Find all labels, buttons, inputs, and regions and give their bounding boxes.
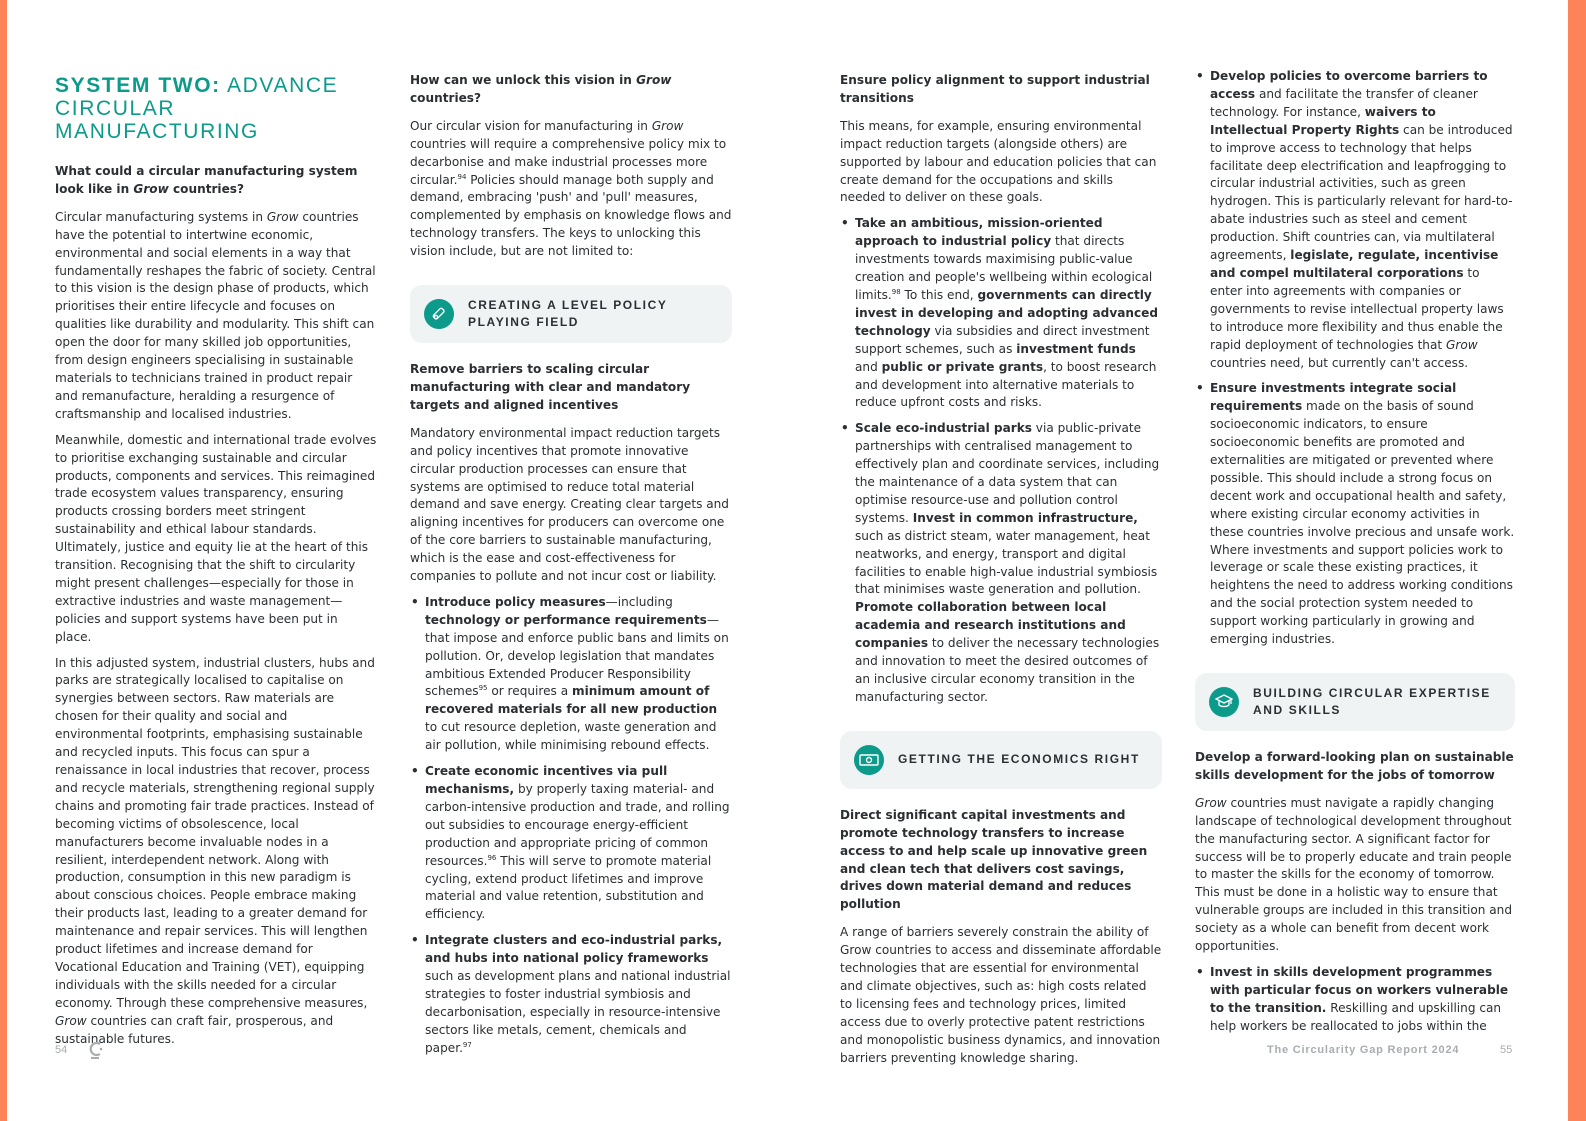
text-run: How can we unlock this vision in [410,73,637,87]
bullet-list [840,215,1162,706]
section-banner-label: CREATING A LEVEL POLICY PLAYING FIELD [468,298,668,330]
bullet-item [1195,380,1515,649]
section-title [55,74,377,143]
money-icon [854,745,884,775]
text-run: Meanwhile, domestic and international trade evolves to prioritise exchanging sustainable and circular products, components and services. This reimagined trade ecosystem values transparency, ensuring products crossing borders meet stringent sustainability and ethical labour standards. Ultimately, justice and equity lie at the heart of this transition. Recognising that the shift to circularity might present challenges—especially for those in extractive industries and waste management—policies and support systems have been put in place. [55,432,377,644]
text-run: —that impose and enforce public bans and limits on pollution. Or, develop legislation that mandates ambitious Extended Producer Responsibility schemes [425,612,729,699]
text-run: Grow [1195,795,1227,810]
paragraph [55,209,377,424]
text-run: Develop policies to overcome barriers to access [1210,69,1488,101]
text-run: Direct significant capital investments and promote technology transfers to increase access to and help scale up innovative green and clean tech that delivers cost savings, drives down material demand and reduces pollution [840,807,1148,912]
text-run: by properly taxing material- and carbon-intensive production and trade, and rolling out subsidies to encourage energy-efficient production and appropriate pricing of common resources. [425,782,730,868]
text-run: What could a circular manufacturing system look like in [55,164,358,196]
text-run: and facilitate the transfer of cleaner technology. For instance, [1210,86,1478,119]
text-run: Policies should manage both supply and demand, embracing 'push' and 'pull' measures, complemented by emphasis on knowledge flows and technology transfers. The keys to unlocking this vision include, but are not limited to: [410,172,732,259]
paragraph [410,118,732,261]
text-run: can be introduced to improve access to technology that helps facilitate deep electrification and leapfrogging to circular industrial activities, such as green hydrogen. This is particularly relevant for hard-to-abate industries such as steel and cement production. Shift countries can, via multilateral agreements, [1210,122,1513,263]
text-run: countries? [410,90,482,105]
column-1-content [55,163,377,1049]
graduation-cap-icon [1209,687,1239,717]
text-run: Develop a forward-looking plan on sustainable skills development for the jobs of tomorrow [1195,750,1514,782]
text-run: Grow [266,209,299,224]
text-run: countries have the potential to intertwine economic, environmental and social elements in a way that fundamentally reshapes the fabric of society. Central to this vision is the design phase of products, which prioritises their entire lifecycle and focuses on qualities like durability and modularity. This shift can open the door for many skilled job opportunities, from design engineers specialising in sustainable materials to technicians trained in product repair and remanufacture, heralding a resurgence of craftsmanship and localised industries. [55,209,376,421]
text-run: Grow [651,118,684,133]
bullet-list [1195,68,1515,649]
text-run: and [855,359,882,374]
text-run: minimum amount of recovered materials for all new production [425,684,718,717]
text-run: Ensure policy alignment to support industrial transitions [840,73,1150,105]
column-3 [840,72,1162,1076]
subheading [410,72,732,108]
text-run: such as district steam, water management, heat neatworks, and energy, transport and digital facilities to enable high-value industrial symbiosis that minimises waste generation and pollution. [855,528,1158,597]
section-banner [840,731,1162,789]
paragraph [55,432,377,647]
text-run: Take an ambitious, mission-oriented approach to industrial policy [855,216,1103,249]
text-run: countries will require a comprehensive policy mix to decarbonise and make industrial processes more circular. [410,136,727,187]
text-run: to deliver the necessary technologies and innovation to meet the desired outcomes of an inclusive circular economy transition in the manufacturing sector. [855,636,1160,704]
footnote-ref: 94 [457,172,467,181]
subheading [840,807,1162,914]
column-3-content [840,72,1162,1068]
section-banner-label: BUILDING CIRCULAR EXPERTISE AND SKILLS [1253,686,1491,717]
text-run: Ensure investments integrate social requirements [1210,381,1457,414]
bullet-item [410,763,732,924]
page-number-left: 54 [55,1044,68,1056]
text-run: via subsidies and direct investment support schemes, such as [855,323,1150,356]
text-run: This means, for example, ensuring environmental impact reduction targets (alongside others) are supported by labour and education policies that can create demand for the occupations and skills needed to deliver on these goals. [840,118,1157,205]
text-run: or requires a [487,684,572,699]
bullet-item [1195,964,1515,1036]
column-4 [1195,68,1515,1044]
text-run: Our circular vision for manufacturing in [410,118,652,133]
section-banner [1195,673,1515,731]
text-run: Grow [55,1013,87,1028]
bullet-list [410,594,732,1058]
bullet-item [840,420,1162,707]
text-run: countries can craft fair, prosperous, and sustainable futures. [55,1013,334,1046]
page-number-right: 55 [1500,1044,1513,1056]
text-run: to cut resource depletion, waste generation and air pollution, while minimising rebound effects. [425,720,717,753]
footnote-ref: 96 [487,853,497,862]
text-run: countries must navigate a rapidly changing landscape of technological development throughout the manufacturing sector. A significant factor for success will be to properly educate and train people to master the skills for the economy of tomorrow. This must be done in a holistic way to ensure that vulnerable groups are included in this transition and society as a whole can benefit from decent work opportunities. [1195,795,1512,954]
text-run: technology or performance requirements [425,612,707,627]
text-run: This will serve to promote material cycling, extend product lifetimes and improve material and value retention, substitution and efficiency. [425,853,712,922]
paragraph [1195,795,1515,956]
text-run: In this adjusted system, industrial clusters, hubs and parks are strategically localised to capitalise on synergies between sectors. Raw materials are chosen for their quality and social and environmental footprints, emphasising sustainable and recycled inputs. This focus can spur a renaissance in local industries that recover, process and recycle materials, strengthening regional supply chains and promoting fair trade practices. Instead of becoming victims of obsolescence, local manufacturers become invaluable nodes in a resilient, interdependent network. Along with production, consumption in this new paradigm is about conscious choices. People embrace making their products last, leading to a greater demand for maintenance and repair services. This will lengthen product lifetimes and increase demand for Vocational Education and Training (VET), equipping individuals with the skills needed for a circular economy. Through these comprehensive measures, [55,655,375,1010]
circularity-logo-icon [88,1040,104,1063]
text-run: , to boost research and development into alternative materials to reduce upfront costs and risks. [855,359,1157,410]
text-run: countries need, but currently can't access. [1210,355,1469,370]
text-run: Grow [133,181,169,196]
paragraph [55,655,377,1049]
text-run: such as development plans and national industrial strategies to foster industrial symbiosis and decarbonisation, especially in resource-intensive sectors like metals, cement, chemicals and paper. [425,969,731,1055]
footnote-ref: 98 [891,287,901,296]
bullet-item [1195,68,1515,372]
diploma-icon [424,299,454,329]
bullet-item [410,594,732,755]
column-2-content [410,72,732,1058]
text-run: Scale eco-industrial parks [855,421,1032,436]
report-title: The Circularity Gap Report 2024 [1267,1044,1460,1056]
text-run: legislate, regulate, incentivise and compel multilateral corporations [1210,248,1499,280]
paragraph [840,118,1162,208]
column-2 [410,72,732,1066]
paragraph [410,425,732,586]
text-run: Promote collaboration between local academia and research institutions and companies [855,600,1126,651]
text-run: Grow [1445,337,1478,352]
paragraph [840,924,1162,1067]
text-run: investment funds [1016,341,1136,356]
text-run: Integrate clusters and eco-industrial parks, and hubs into national policy frameworks [425,933,723,966]
column-1 [55,72,377,1057]
section-banner [410,285,732,343]
bullet-item [840,215,1162,412]
footnote-ref: 95 [478,684,488,693]
column-4-content [1195,68,1515,1036]
text-run: made on the basis of sound socioeconomic indicators, to ensure socioeconomic benefits are promoted and externalities are mitigated or prevented where possible. This should include a strong focus on decent work and occupational health and safety, where existing circular economy activities in these countries involve precious and unsafe work. Where investments and support policies work to leverage or scale these existing practices, it heightens the need to address working conditions and the social protection system needed to support working particularly in growing and emerging industries. [1210,399,1515,647]
text-run: countries? [168,181,244,196]
text-run: Create economic incentives via pull mechanisms, [425,764,668,796]
text-run: waivers to Intellectual Property Rights [1210,104,1436,137]
text-run: Circular manufacturing systems in [55,209,267,224]
section-banner-label: GETTING THE ECONOMICS RIGHT [898,752,1140,767]
title-bold: SYSTEM TWO: [55,74,221,97]
text-run: to enter into agreements with companies or governments to revise intellectual property laws to introduce more flexibility and thus enable the rapid deployment of technologies that [1210,265,1504,352]
right-page-edge [1568,0,1586,1121]
subheading [1195,749,1515,785]
text-run: —including [605,594,673,609]
text-run: A range of barriers severely constrain the ability of Grow countries to access and disseminate affordable technologies that are essential for environmental and climate objectives, such as: high costs related to licensing fees and technology prices, limited access due to overly protective patent restrictions and monopolistic business dynamics, and innovation barriers preventing knowledge sharing. [840,925,1162,1065]
text-run: that directs investments towards maximising public-value creation and people's wellbeing within ecological limits. [855,234,1153,302]
text-run: Reskilling and upskilling can help workers be reallocated to jobs within the [1210,1000,1502,1033]
left-page-edge [0,0,7,1121]
text-run: To this end, [900,287,978,302]
text-run: Introduce policy measures [425,594,606,609]
text-run: governments can directly invest in developing and adopting advanced technology [855,287,1158,338]
text-run: Grow [636,73,672,87]
text-run: Invest in common infrastructure, [912,510,1138,525]
bullet-list [1195,964,1515,1036]
subheading [840,72,1162,108]
text-run: via public-private partnerships with centralised management to effectively plan and coordinate services, including the maintenance of a data system that can optimise resource-use and pollution control systems. [855,421,1160,525]
subheading [410,361,732,415]
subheading [55,163,377,199]
footnote-ref: 97 [462,1040,472,1049]
text-run: Mandatory environmental impact reduction targets and policy incentives that promote innovative circular production processes can ensure that systems are optimised to reduce total material demand and save energy. Creating clear targets and aligning incentives for producers can overcome one of the core barriers to sustainable manufacturing, which is the ease and cost-effectiveness for companies to pollute and not incur cost or liability. [410,425,729,584]
text-run: Remove barriers to scaling circular manufacturing with clear and mandatory targets and aligned incentives [410,362,691,412]
text-run: Invest in skills development programmes with particular focus on workers vulnerable to the transition. [1210,964,1509,1015]
title-rest: ADVANCE CIRCULAR MANUFACTURING [55,74,339,143]
bullet-item [410,932,732,1057]
text-run: public or private grants [881,359,1044,374]
